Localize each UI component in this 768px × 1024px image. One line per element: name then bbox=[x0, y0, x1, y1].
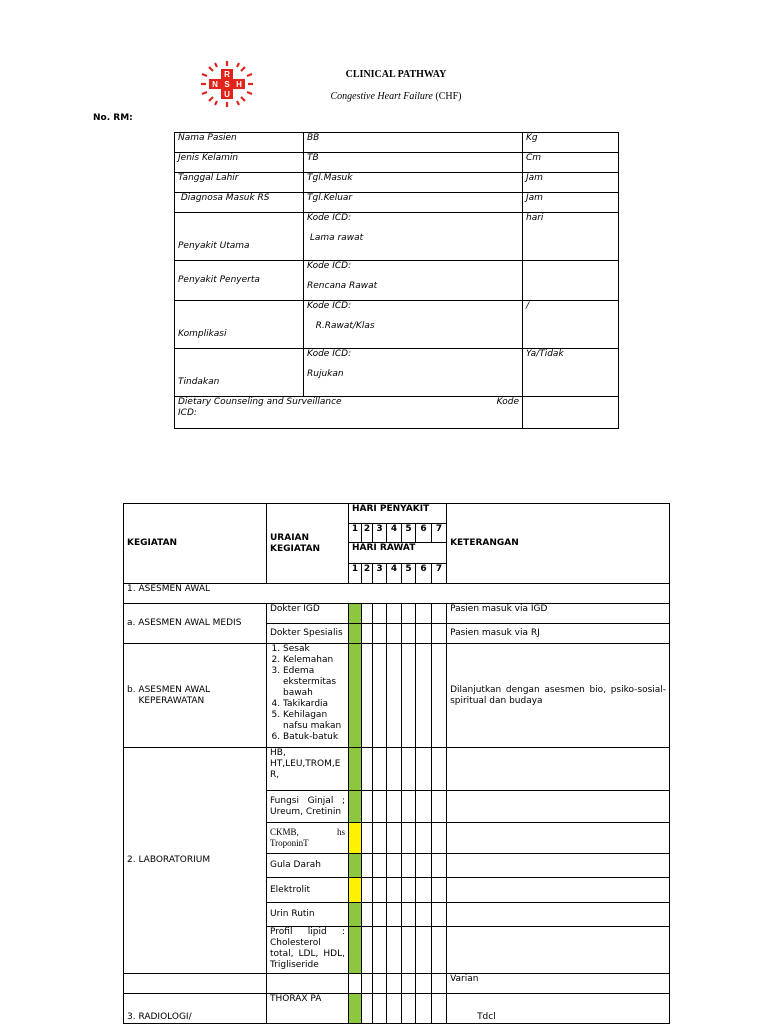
cell bbox=[432, 854, 447, 878]
day-4: 4 bbox=[387, 564, 402, 584]
day-6: 6 bbox=[416, 524, 432, 543]
uraian-gula-darah: Gula Darah bbox=[267, 854, 349, 878]
cell-yellow bbox=[349, 823, 362, 854]
cell-empty bbox=[523, 397, 619, 429]
ket-igd: Pasien masuk via IGD bbox=[447, 604, 670, 624]
diagnosa-text: Diagnosa Masuk RS bbox=[180, 193, 270, 203]
cell bbox=[362, 644, 373, 748]
label-kode-icd-3: Kode ICD: bbox=[307, 301, 352, 311]
cell bbox=[402, 604, 416, 624]
cell bbox=[416, 927, 432, 974]
label-cm: Cm bbox=[523, 153, 619, 173]
header-uraian: URAIAN KEGIATAN bbox=[267, 504, 349, 584]
label-jenis-kelamin: Jenis Kelamin bbox=[175, 153, 304, 173]
uraian-dokter-igd: Dokter IGD bbox=[267, 604, 349, 624]
cell bbox=[416, 624, 432, 644]
cell bbox=[416, 974, 432, 994]
label-tgl-masuk: Tgl.Masuk bbox=[304, 173, 523, 193]
cell-icd-penyerta bbox=[304, 261, 523, 301]
cell bbox=[362, 791, 373, 823]
cell bbox=[402, 903, 416, 927]
table-row bbox=[175, 193, 619, 213]
cell bbox=[432, 644, 447, 748]
cell bbox=[387, 878, 402, 903]
cell bbox=[387, 974, 402, 994]
cell bbox=[362, 748, 373, 791]
logo-letter-h: H bbox=[236, 80, 242, 89]
cell bbox=[416, 644, 432, 748]
subtitle-disease: Congestive Heart Failure bbox=[330, 91, 433, 102]
uraian-thorax: THORAX PA bbox=[267, 994, 349, 1024]
label-rawat-klas: R.Rawat/Klas bbox=[315, 321, 375, 331]
list-item: 3. Edema ekstermitas bawah bbox=[283, 666, 345, 699]
cell-empty bbox=[124, 974, 267, 994]
ket-varian: Varian bbox=[447, 974, 670, 994]
label-tgl-keluar: Tgl.Keluar bbox=[304, 193, 523, 213]
label-dietary-icd: ICD: bbox=[178, 408, 197, 418]
label-komplikasi: Komplikasi bbox=[175, 301, 304, 349]
cell bbox=[387, 791, 402, 823]
subtitle-abbr: (CHF) bbox=[435, 91, 462, 102]
cell bbox=[416, 604, 432, 624]
cell bbox=[373, 974, 387, 994]
label-rujukan: Rujukan bbox=[307, 369, 344, 379]
day-5: 5 bbox=[402, 564, 416, 584]
table-row bbox=[175, 153, 619, 173]
cell bbox=[373, 903, 387, 927]
label-keperawatan-a: b. ASESMEN AWAL bbox=[127, 684, 210, 695]
label-tanggal-lahir: Tanggal Lahir bbox=[175, 173, 304, 193]
cell bbox=[402, 994, 416, 1024]
cell bbox=[362, 624, 373, 644]
label-lama-rawat: Lama rawat bbox=[309, 233, 364, 243]
label-tb: TB bbox=[304, 153, 523, 173]
cell bbox=[373, 878, 387, 903]
label-kode-icd-1: Kode ICD: bbox=[307, 213, 352, 223]
label-penyakit-penyerta: Penyakit Penyerta bbox=[175, 261, 304, 301]
ket-empty bbox=[447, 903, 670, 927]
cell bbox=[387, 624, 402, 644]
cell bbox=[402, 791, 416, 823]
cell bbox=[432, 878, 447, 903]
label-slash: / bbox=[523, 301, 619, 349]
cell bbox=[362, 903, 373, 927]
cell bbox=[373, 927, 387, 974]
document-title: CLINICAL PATHWAY bbox=[345, 69, 447, 80]
cell bbox=[387, 854, 402, 878]
cell bbox=[432, 624, 447, 644]
cell bbox=[402, 748, 416, 791]
cell-green bbox=[349, 604, 362, 624]
cell bbox=[416, 823, 432, 854]
cell bbox=[373, 604, 387, 624]
cell bbox=[387, 748, 402, 791]
cell-green bbox=[349, 854, 362, 878]
table-row bbox=[175, 349, 619, 397]
label-diagnosa-masuk bbox=[175, 193, 304, 213]
cell bbox=[387, 644, 402, 748]
document-subtitle bbox=[310, 91, 482, 102]
list-item: 4. Takikardia bbox=[283, 699, 345, 710]
header-hari-penyakit: HARI PENYAKIT bbox=[349, 504, 447, 524]
header-kegiatan: KEGIATAN bbox=[124, 504, 267, 584]
cell-empty bbox=[523, 261, 619, 301]
header-keterangan: KETERANGAN bbox=[447, 504, 670, 584]
cell-icd-utama bbox=[304, 213, 523, 261]
cell bbox=[432, 903, 447, 927]
cell bbox=[432, 748, 447, 791]
table-row bbox=[124, 584, 670, 604]
cell bbox=[362, 927, 373, 974]
day-1: 1 bbox=[349, 524, 362, 543]
label-rencana-rawat: Rencana Rawat bbox=[307, 281, 378, 291]
logo-letter-u: U bbox=[224, 90, 230, 99]
cell bbox=[432, 823, 447, 854]
ket-empty bbox=[447, 748, 670, 791]
cell-icd-komplikasi bbox=[304, 301, 523, 349]
cell bbox=[373, 748, 387, 791]
table-row bbox=[124, 644, 670, 748]
label-laboratorium: 2. LABORATORIUM bbox=[124, 748, 267, 974]
cell bbox=[432, 604, 447, 624]
table-row bbox=[175, 397, 619, 429]
day-7: 7 bbox=[432, 524, 447, 543]
cell-dietary bbox=[175, 397, 523, 429]
cell-green bbox=[349, 644, 362, 748]
day-5: 5 bbox=[402, 524, 416, 543]
rm-number-label: No. RM: bbox=[93, 113, 133, 123]
cell-green bbox=[349, 791, 362, 823]
cell-green bbox=[349, 748, 362, 791]
ket-empty bbox=[447, 927, 670, 974]
day-7: 7 bbox=[432, 564, 447, 584]
cell bbox=[432, 791, 447, 823]
ket-radiologi: Tdcl bbox=[447, 994, 670, 1024]
cell bbox=[402, 878, 416, 903]
hospital-logo bbox=[198, 60, 256, 112]
label-asesmen-medis: a. ASESMEN AWAL MEDIS bbox=[124, 604, 267, 644]
day-3: 3 bbox=[373, 564, 387, 584]
cell bbox=[402, 974, 416, 994]
cell bbox=[362, 878, 373, 903]
uraian-dokter-spesialis: Dokter Spesialis bbox=[267, 624, 349, 644]
cell bbox=[416, 994, 432, 1024]
logo-letter-n: N bbox=[212, 80, 218, 89]
ket-keperawatan: Dilanjutkan dengan asesmen bio, psiko-sosial- spiritual dan budaya bbox=[447, 644, 670, 748]
cell bbox=[402, 823, 416, 854]
uraian-urin-rutin: Urin Rutin bbox=[267, 903, 349, 927]
cell-green bbox=[349, 927, 362, 974]
day-2: 2 bbox=[362, 564, 373, 584]
cell-yellow bbox=[349, 878, 362, 903]
ket-empty bbox=[447, 823, 670, 854]
ket-empty bbox=[447, 791, 670, 823]
cell bbox=[416, 748, 432, 791]
day-1: 1 bbox=[349, 564, 362, 584]
ket-empty bbox=[447, 878, 670, 903]
day-6: 6 bbox=[416, 564, 432, 584]
cell bbox=[402, 644, 416, 748]
table-row bbox=[175, 133, 619, 153]
ket-rj: Pasien masuk via RJ bbox=[447, 624, 670, 644]
uraian-lab-darah: HB, HT,LEU,TROM,E R, bbox=[267, 748, 349, 791]
cell bbox=[362, 994, 373, 1024]
cell-green bbox=[349, 624, 362, 644]
label-jam-masuk: Jam bbox=[523, 173, 619, 193]
cell bbox=[402, 927, 416, 974]
logo-letter-s: S bbox=[224, 80, 230, 89]
uraian-keperawatan bbox=[267, 644, 349, 748]
patient-info-table bbox=[174, 132, 619, 429]
label-penyakit-utama: Penyakit Utama bbox=[175, 213, 304, 261]
table-row bbox=[175, 301, 619, 349]
cell bbox=[416, 903, 432, 927]
cell bbox=[387, 903, 402, 927]
label-tindakan: Tindakan bbox=[175, 349, 304, 397]
label-nama-pasien: Nama Pasien bbox=[175, 133, 304, 153]
cell bbox=[362, 854, 373, 878]
cell bbox=[416, 791, 432, 823]
cell bbox=[387, 823, 402, 854]
cell-green bbox=[349, 994, 362, 1024]
uraian-ckmb: CKMB, hs TroponinT bbox=[267, 823, 349, 854]
table-row bbox=[124, 504, 670, 524]
cell bbox=[387, 994, 402, 1024]
cell bbox=[362, 604, 373, 624]
cell bbox=[362, 823, 373, 854]
uraian-elektrolit: Elektrolit bbox=[267, 878, 349, 903]
label-radiologi: 3. RADIOLOGI/ bbox=[124, 994, 267, 1024]
label-bb: BB bbox=[304, 133, 523, 153]
day-4: 4 bbox=[387, 524, 402, 543]
label-keperawatan-b: KEPERAWATAN bbox=[138, 695, 205, 706]
uraian-fungsi-ginjal: Fungsi Ginjal ; Ureum, Cretinin bbox=[267, 791, 349, 823]
cell-empty bbox=[267, 974, 349, 994]
cell bbox=[432, 927, 447, 974]
header-hari-rawat: HARI RAWAT bbox=[349, 543, 447, 564]
label-kode-icd-2: Kode ICD: bbox=[307, 261, 352, 271]
cell bbox=[373, 994, 387, 1024]
day-2: 2 bbox=[362, 524, 373, 543]
table-row bbox=[124, 994, 670, 1024]
label-kode-icd-4: Kode ICD: bbox=[307, 349, 352, 359]
label-dietary-kode: Kode bbox=[496, 397, 519, 407]
cell-green bbox=[349, 903, 362, 927]
label-jam-keluar: Jam bbox=[523, 193, 619, 213]
cell bbox=[373, 644, 387, 748]
logo-letter-r: R bbox=[224, 70, 230, 79]
label-ya-tidak: Ya/Tidak bbox=[523, 349, 619, 397]
label-dietary: Dietary Counseling and Surveillance bbox=[178, 397, 342, 407]
list-item: 1. Sesak bbox=[283, 644, 345, 655]
table-row bbox=[124, 604, 670, 624]
ket-empty bbox=[447, 854, 670, 878]
cell bbox=[402, 624, 416, 644]
cell bbox=[387, 927, 402, 974]
list-item: 5. Kehilagan nafsu makan bbox=[283, 710, 345, 732]
label-hari: hari bbox=[523, 213, 619, 261]
uraian-profil-lipid: Profil lipid : Cholesterol total, LDL, HDL, Trigliseride bbox=[267, 927, 349, 974]
list-item: 6. Batuk-batuk bbox=[283, 732, 345, 743]
table-row bbox=[175, 173, 619, 193]
label-asesmen-keperawatan bbox=[124, 644, 267, 748]
cell bbox=[416, 854, 432, 878]
cell bbox=[402, 854, 416, 878]
cell bbox=[432, 994, 447, 1024]
cell bbox=[373, 854, 387, 878]
pathway-table bbox=[123, 503, 670, 1024]
cell bbox=[416, 878, 432, 903]
cell bbox=[349, 974, 362, 994]
cell bbox=[387, 604, 402, 624]
day-3: 3 bbox=[373, 524, 387, 543]
cell bbox=[362, 974, 373, 994]
cell bbox=[373, 791, 387, 823]
cell-icd-tindakan bbox=[304, 349, 523, 397]
cell bbox=[373, 624, 387, 644]
label-kg: Kg bbox=[523, 133, 619, 153]
table-row bbox=[124, 748, 670, 791]
section-asesmen-awal: 1. ASESMEN AWAL bbox=[124, 584, 670, 604]
list-item: 2. Kelemahan bbox=[283, 655, 345, 666]
cell bbox=[432, 974, 447, 994]
cell bbox=[373, 823, 387, 854]
table-row bbox=[175, 261, 619, 301]
table-row bbox=[124, 974, 670, 994]
table-row bbox=[175, 213, 619, 261]
symptom-list bbox=[270, 644, 345, 743]
